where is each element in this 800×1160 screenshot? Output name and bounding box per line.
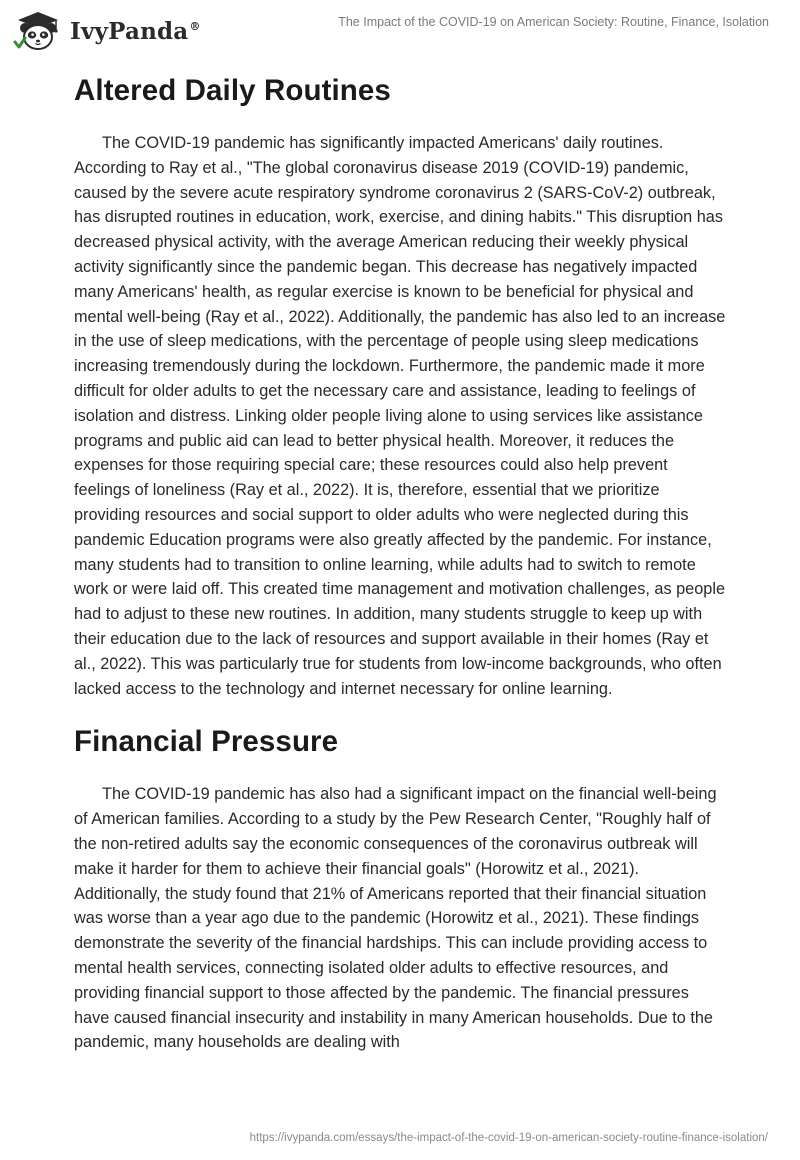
brand-name: IvyPanda® bbox=[70, 17, 201, 45]
page-header bbox=[0, 0, 800, 60]
section-paragraph: The COVID-19 pandemic has also had a significant impact on the financial well-being of American families. According to a study by the Pew Research Center, "Roughly half of the non-retired adults say the economic consequences of the coronavirus outbreak will make it harder for them to achieve their financial goals" (Horowitz et al., 2021). Additionally, the study found that 21% of Americans reported that their financial situation was worse than a year ago due to the pandemic (Horowitz et al., 2021). These findings demonstrate the severity of the financial hardships. This can include providing access to mental health services, connecting isolated older adults to effective resources, and providing financial support to those affected by the pandemic. The financial pressures have caused financial insecurity and instability in many American households. Due to the pandemic, many households are dealing with bbox=[74, 785, 717, 1052]
ivypanda-logo[interactable] bbox=[12, 8, 201, 52]
section-heading: Financial Pressure bbox=[74, 725, 339, 759]
section-paragraph: The COVID-19 pandemic has significantly impacted Americans' daily routines. According to Ray et al., "The global coronavirus disease 2019 (COVID-19) pandemic, caused by the severe acute respiratory syndrome coronavirus 2 (SARS-CoV-2) outbreak, has disrupted routines in education, work, exercise, and dining habits." This disruption has decreased physical activity, with the average American reducing their weekly physical activity significantly since the pandemic began. This decrease has negatively impacted many Americans' health, as regular exercise is known to be beneficial for physical and mental well-being (Ray et al., 2022). Additionally, the pandemic has also led to an increase in the use of sleep medications, with the percentage of people using sleep medications increasing tremendously during the lockdown. Furthermore, the pandemic made it more difficult for older adults to get the necessary care and assistance, leading to feelings of isolation and distress. Linking older people living alone to using services like assistance programs and public aid can lead to better physical health. Moreover, it reduces the expenses for those requiring special care; these resources could also help prevent feelings of loneliness (Ray et al., 2022). It is, therefore, essential that we prioritize providing resources and social support to older adults who were neglected during this pandemic Education programs were also greatly affected by the pandemic. For instance, many students had to transition to online learning, while adults had to switch to remote work or were laid off. This created time management and motivation challenges, as people had to adjust to these new routines. In addition, many students struggle to keep up with their education due to the lack of resources and support available in their homes (Ray et al., 2022). This was particularly true for students from low-income backgrounds, who often lacked access to the technology and internet necessary for online learning. bbox=[74, 134, 726, 698]
essay-content bbox=[74, 72, 728, 1055]
section-altered-daily-routines bbox=[74, 72, 728, 701]
section-heading: Altered Daily Routines bbox=[74, 74, 391, 107]
section-financial-pressure bbox=[74, 723, 728, 1055]
document-title: The Impact of the COVID-19 on American Society: Routine, Finance, Isolation bbox=[338, 15, 769, 29]
source-url-link[interactable]: https://ivypanda.com/essays/the-impact-of-the-covid-19-on-american-society-routine-finance-isolation/ bbox=[249, 1132, 768, 1144]
panda-graduate-icon bbox=[12, 8, 64, 52]
